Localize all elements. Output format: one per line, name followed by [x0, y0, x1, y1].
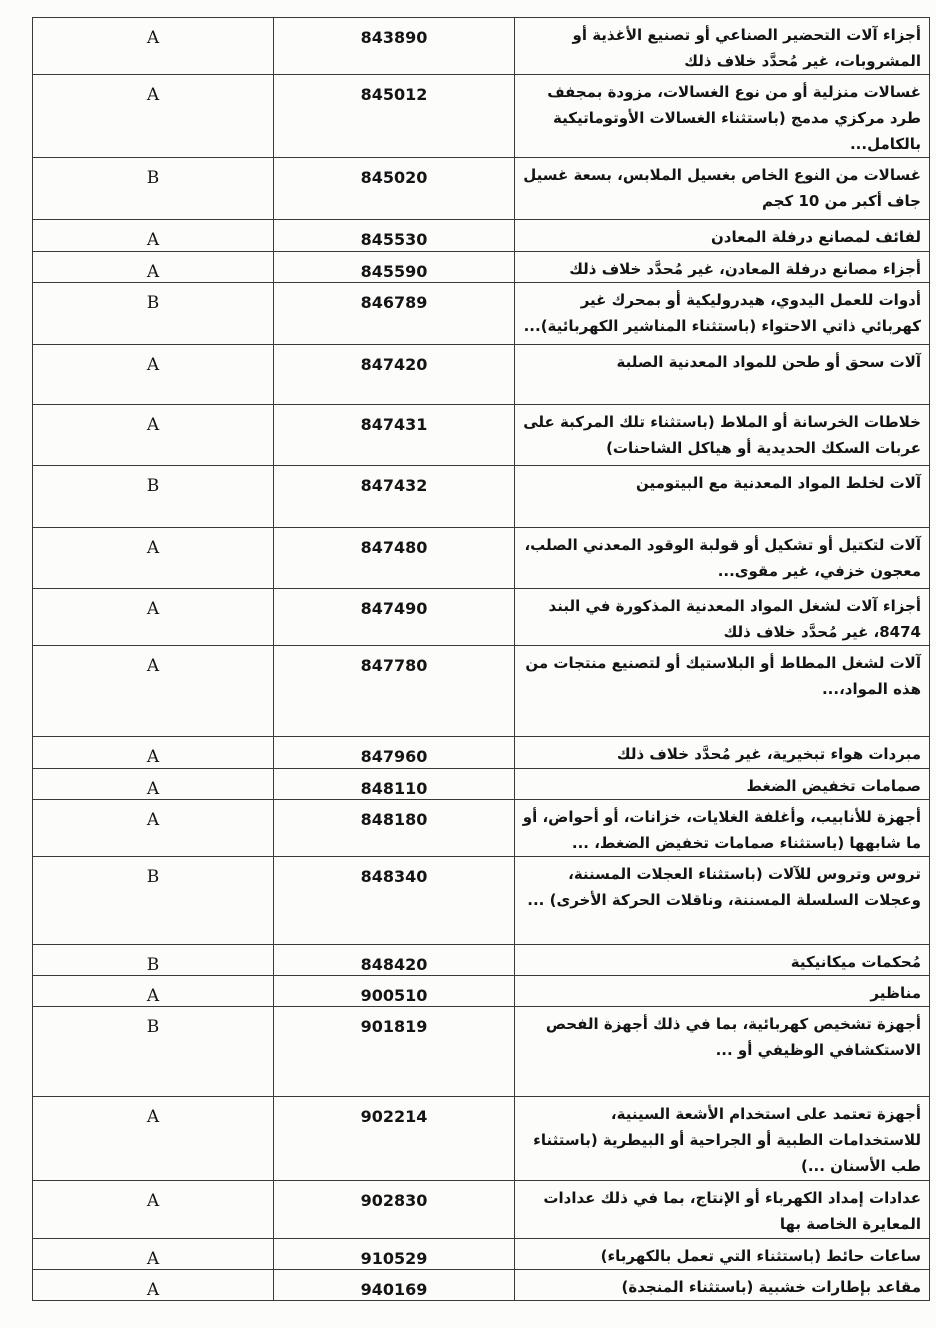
description-cell: مُحكمات ميكانيكية	[515, 945, 930, 976]
category-cell: A	[33, 1239, 274, 1270]
description-cell: مقاعد بإطارات خشبية (باستثناء المنجدة)	[515, 1270, 930, 1301]
hs-code-cell: 910529	[274, 1239, 515, 1270]
description-cell: أدوات للعمل اليدوي، هيدروليكية أو بمحرك غير كهربائي ذاتي الاحتواء (باستثناء المناشير الكهربائية)...	[515, 283, 930, 345]
hs-code-cell: 845020	[274, 158, 515, 220]
table-row	[33, 857, 930, 945]
description-cell: عدادات إمداد الكهرباء أو الإنتاج، بما في ذلك عدادات المعايرة الخاصة بها	[515, 1181, 930, 1239]
table-row	[33, 945, 930, 976]
category-cell: A	[33, 405, 274, 466]
description-cell: صمامات تخفيض الضغط	[515, 769, 930, 800]
hs-code-cell: 900510	[274, 976, 515, 1007]
category-cell: A	[33, 345, 274, 405]
hs-code-cell: 940169	[274, 1270, 515, 1301]
category-cell: A	[33, 1270, 274, 1301]
table-row	[33, 528, 930, 589]
table-row	[33, 252, 930, 283]
hs-code-cell: 847431	[274, 405, 515, 466]
category-cell: A	[33, 252, 274, 283]
category-cell: B	[33, 857, 274, 945]
category-cell: B	[33, 158, 274, 220]
description-cell: آلات لتكتيل أو تشكيل أو قولبة الوقود المعدني الصلب، معجون خزفي، غير مقوى...	[515, 528, 930, 589]
table-row	[33, 1007, 930, 1097]
hs-code-cell: 846789	[274, 283, 515, 345]
hs-code-cell: 845590	[274, 252, 515, 283]
category-cell: A	[33, 1097, 274, 1181]
table-row	[33, 220, 930, 252]
description-cell: تروس وتروس للآلات (باستثناء العجلات المسننة، وعجلات السلسلة المسننة، وناقلات الحركة الأخرى) ...	[515, 857, 930, 945]
description-cell: أجزاء مصانع درفلة المعادن، غير مُحدَّد خلاف ذلك	[515, 252, 930, 283]
table-row	[33, 466, 930, 528]
category-cell: A	[33, 528, 274, 589]
description-cell: آلات لخلط المواد المعدنية مع البيتومين	[515, 466, 930, 528]
hs-code-cell: 847490	[274, 589, 515, 646]
category-cell: B	[33, 466, 274, 528]
category-cell: A	[33, 18, 274, 75]
hs-code-cell: 843890	[274, 18, 515, 75]
category-cell: A	[33, 220, 274, 252]
category-cell: A	[33, 75, 274, 158]
category-cell: B	[33, 283, 274, 345]
description-cell: مناظير	[515, 976, 930, 1007]
hs-code-cell: 845012	[274, 75, 515, 158]
description-cell: آلات سحق أو طحن للمواد المعدنية الصلبة	[515, 345, 930, 405]
description-cell: غسالات منزلية أو من نوع الغسالات، مزودة بمجفف طرد مركزي مدمج (باستثناء الغسالات الأوتوماتيكية بالكامل...	[515, 75, 930, 158]
description-cell: غسالات من النوع الخاص بغسيل الملابس، بسعة غسيل جاف أكبر من 10 كجم	[515, 158, 930, 220]
hs-code-cell: 848340	[274, 857, 515, 945]
category-cell: A	[33, 976, 274, 1007]
hs-code-cell: 847420	[274, 345, 515, 405]
table-row	[33, 800, 930, 857]
table-row	[33, 976, 930, 1007]
category-cell: B	[33, 945, 274, 976]
category-cell: A	[33, 769, 274, 800]
hs-code-cell: 847432	[274, 466, 515, 528]
category-cell: B	[33, 1007, 274, 1097]
table-row	[33, 1239, 930, 1270]
description-cell: خلاطات الخرسانة أو الملاط (باستثناء تلك المركبة على عربات السكك الحديدية أو هياكل الشاحنات)	[515, 405, 930, 466]
hs-code-cell: 847960	[274, 737, 515, 769]
table-row	[33, 1097, 930, 1181]
table-row	[33, 75, 930, 158]
category-cell: A	[33, 646, 274, 737]
hs-code-cell: 902214	[274, 1097, 515, 1181]
description-cell: أجزاء آلات لشغل المواد المعدنية المذكورة في البند 8474، غير مُحدَّد خلاف ذلك	[515, 589, 930, 646]
category-cell: A	[33, 737, 274, 769]
description-cell: لفائف لمصانع درفلة المعادن	[515, 220, 930, 252]
table-row	[33, 769, 930, 800]
table-row	[33, 283, 930, 345]
hs-code-cell: 847780	[274, 646, 515, 737]
description-cell: أجهزة تشخيص كهربائية، بما في ذلك أجهزة الفحص الاستكشافي الوظيفي أو ...	[515, 1007, 930, 1097]
description-cell: مبردات هواء تبخيرية، غير مُحدَّد خلاف ذلك	[515, 737, 930, 769]
category-cell: A	[33, 800, 274, 857]
description-cell: أجهزة تعتمد على استخدام الأشعة السينية، للاستخدامات الطبية أو الجراحية أو البيطرية (باستثناء طب الأسنان ...)	[515, 1097, 930, 1181]
description-cell: أجزاء آلات التحضير الصناعي أو تصنيع الأغذية أو المشروبات، غير مُحدَّد خلاف ذلك	[515, 18, 930, 75]
hs-code-cell: 848110	[274, 769, 515, 800]
description-cell: آلات لشغل المطاط أو البلاستيك أو لتصنيع منتجات من هذه المواد،...	[515, 646, 930, 737]
description-cell: ساعات حائط (باستثناء التي تعمل بالكهرباء)	[515, 1239, 930, 1270]
category-cell: A	[33, 1181, 274, 1239]
hs-code-cell: 902830	[274, 1181, 515, 1239]
description-cell: أجهزة للأنابيب، وأغلفة الغلايات، خزانات، أو أحواض، أو ما شابهها (باستثناء صمامات تخفيض الضغط، ...	[515, 800, 930, 857]
category-cell: A	[33, 589, 274, 646]
table-row	[33, 158, 930, 220]
hs-code-cell: 845530	[274, 220, 515, 252]
table-row	[33, 646, 930, 737]
hs-code-cell: 847480	[274, 528, 515, 589]
table-row	[33, 405, 930, 466]
table-row	[33, 18, 930, 75]
tariff-table	[32, 17, 930, 1301]
table-row	[33, 737, 930, 769]
hs-code-cell: 901819	[274, 1007, 515, 1097]
hs-code-cell: 848420	[274, 945, 515, 976]
hs-code-cell: 848180	[274, 800, 515, 857]
table-row	[33, 345, 930, 405]
table-row	[33, 589, 930, 646]
table-row	[33, 1270, 930, 1301]
table-row	[33, 1181, 930, 1239]
